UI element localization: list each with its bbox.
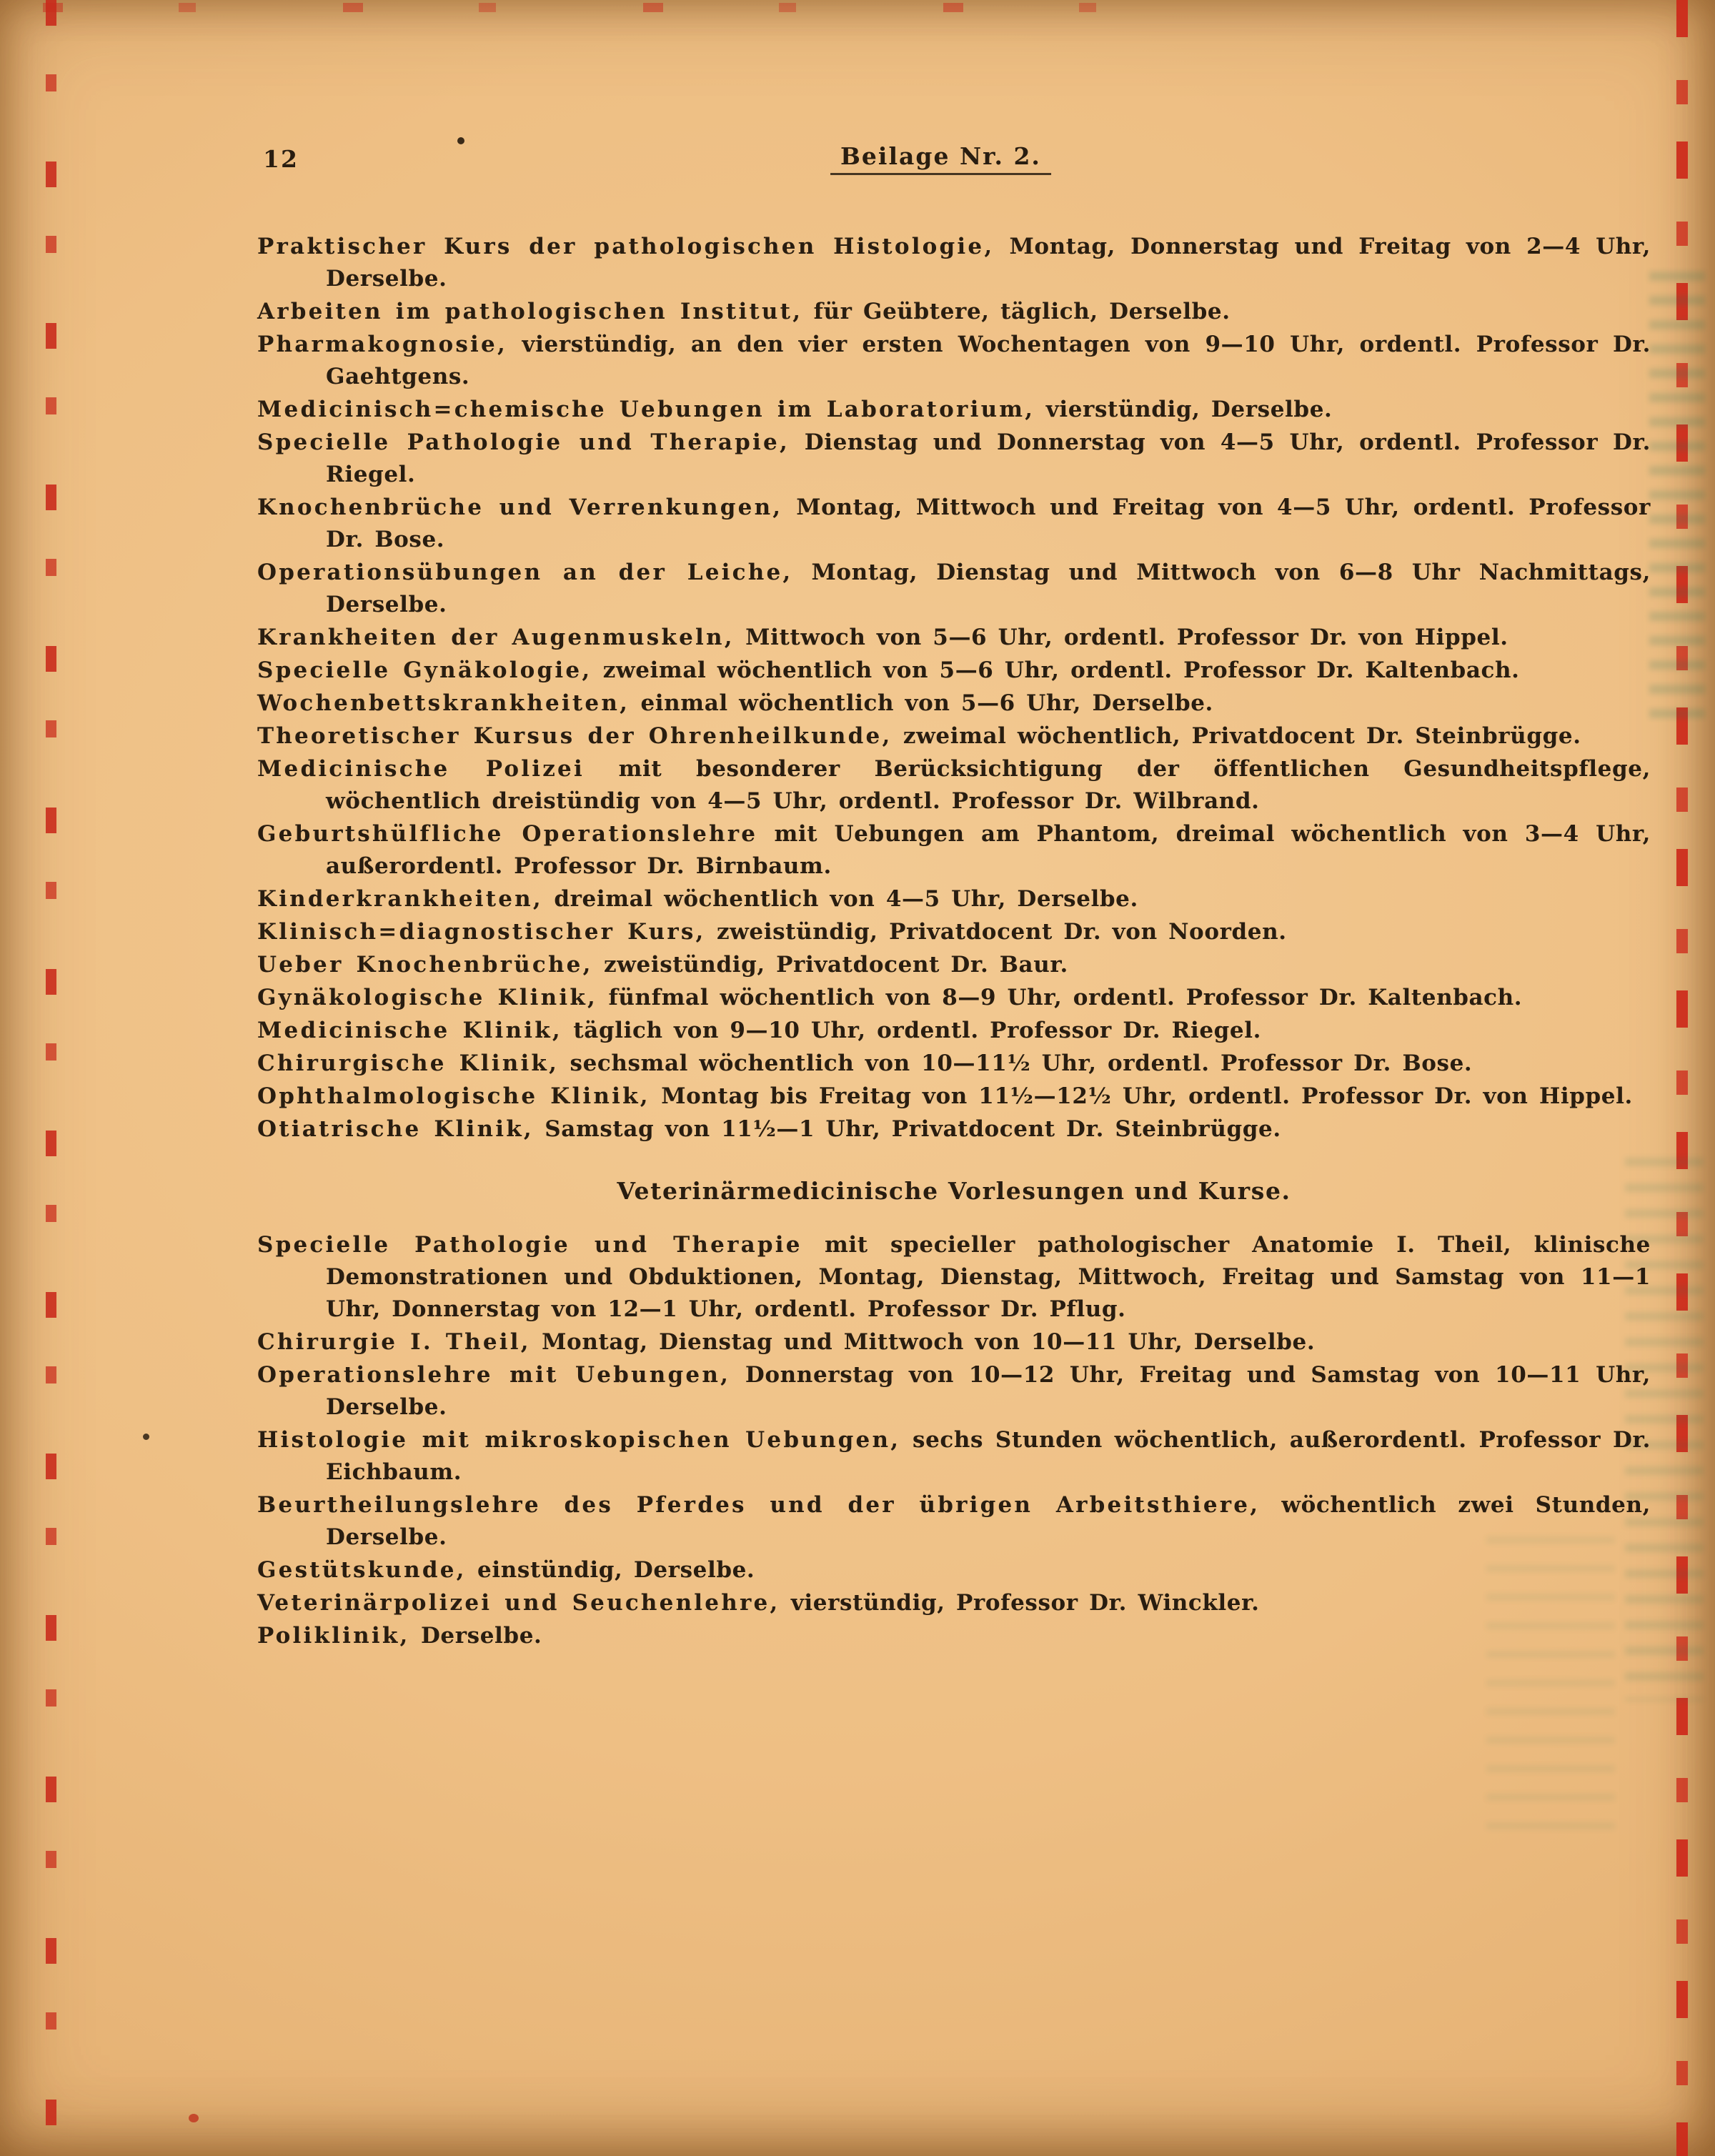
lecture-details: Dienstag und Donnerstag von 4—5 Uhr, ordentl. Professor Dr. Riegel.	[326, 429, 1651, 487]
lecture-entry	[257, 1113, 1651, 1146]
lecture-title: Theoretischer Kursus der Ohrenheilkunde,	[257, 723, 893, 749]
page-number: 12	[263, 145, 299, 173]
lecture-title: Klinisch=diagnostischer Kurs,	[257, 919, 706, 945]
lecture-title: Gestütskunde,	[257, 1557, 467, 1583]
lecture-entry	[257, 883, 1651, 915]
lecture-details: zweimal wöchentlich, Privatdocent Dr. Steinbrügge.	[903, 723, 1581, 749]
lecture-title: Pharmakognosie,	[257, 332, 507, 357]
lecture-title: Chirurgische Klinik,	[257, 1050, 560, 1076]
lecture-details: wöchentlich zwei Stunden, Derselbe.	[326, 1492, 1651, 1550]
lecture-entry	[257, 982, 1651, 1014]
lecture-title: Ophthalmologische Klinik,	[257, 1083, 650, 1109]
lecture-title: Medicinisch=chemische Uebungen im Laboratorium,	[257, 397, 1035, 422]
lecture-entry	[257, 296, 1651, 328]
lecture-details: Montag, Donnerstag und Freitag von 2—4 Uhr, Derselbe.	[326, 234, 1651, 292]
lecture-title: Histologie mit mikroskopischen Uebungen,	[257, 1427, 901, 1453]
lecture-entry	[257, 1489, 1651, 1554]
lecture-details: Mittwoch von 5—6 Uhr, ordentl. Professor Dr. von Hippel.	[745, 625, 1508, 650]
lecture-details: zweimal wöchentlich von 5—6 Uhr, ordentl. Professor Dr. Kaltenbach.	[602, 657, 1520, 683]
lecture-details: vierstündig, Derselbe.	[1045, 397, 1333, 422]
veterinary-lecture-list	[257, 1229, 1651, 1652]
lecture-details: zweistündig, Privatdocent Dr. von Noorden.	[716, 919, 1287, 945]
lecture-details: Derselbe.	[420, 1623, 542, 1649]
lecture-entry	[257, 492, 1651, 556]
lecture-details: für Geübtere, täglich, Derselbe.	[813, 299, 1231, 324]
lecture-details: Samstag von 11½—1 Uhr, Privatdocent Dr. Steinbrügge.	[545, 1116, 1281, 1142]
lecture-details: sechsmal wöchentlich von 10—11½ Uhr, ordentl. Professor Dr. Bose.	[570, 1050, 1473, 1076]
lecture-entry	[257, 720, 1651, 752]
lecture-entry	[257, 1424, 1651, 1489]
lecture-entry	[257, 818, 1651, 883]
lecture-title: Geburtshülfliche Operationslehre	[257, 821, 758, 847]
lecture-entry	[257, 1359, 1651, 1424]
lecture-title: Wochenbettskrankheiten,	[257, 690, 630, 716]
lecture-details: Montag, Dienstag und Mittwoch von 6—8 Uhr Nachmittags, Derselbe.	[326, 560, 1651, 617]
lecture-details: einstündig, Derselbe.	[477, 1557, 755, 1583]
lecture-details: mit specieller pathologischer Anatomie I. Theil, klinische Demonstrationen und Obduktionen, Montag, Dienstag, Mittwoch, Freitag und Samstag von 11—1 Uhr, Donnerstag von 12—1 Uhr, ordentl. Professor Dr. Pflug.	[326, 1232, 1651, 1322]
lecture-entry	[257, 427, 1651, 491]
lecture-entry	[257, 753, 1651, 818]
lecture-entry	[257, 687, 1651, 720]
lecture-entry	[257, 329, 1651, 393]
lecture-entry	[257, 949, 1651, 981]
header-title: Beilage Nr. 2.	[830, 142, 1051, 175]
lecture-entry	[257, 655, 1651, 687]
lecture-details: Donnerstag von 10—12 Uhr, Freitag und Samstag von 10—11 Uhr, Derselbe.	[326, 1362, 1651, 1420]
lecture-details: Montag, Mittwoch und Freitag von 4—5 Uhr, ordentl. Professor Dr. Bose.	[326, 495, 1651, 552]
lecture-entry	[257, 1554, 1651, 1586]
lecture-title: Specielle Pathologie und Therapie	[257, 1232, 802, 1258]
lecture-title: Kinderkrankheiten,	[257, 886, 543, 912]
lecture-title: Veterinärpolizei und Seuchenlehre,	[257, 1590, 780, 1616]
lecture-title: Praktischer Kurs der pathologischen Histologie,	[257, 234, 995, 259]
lecture-entry	[257, 231, 1651, 295]
lecture-entry	[257, 557, 1651, 621]
lecture-details: täglich von 9—10 Uhr, ordentl. Professor Dr. Riegel.	[573, 1018, 1262, 1043]
lecture-title: Chirurgie I. Theil,	[257, 1329, 531, 1355]
lecture-entry	[257, 394, 1651, 426]
lecture-title: Medicinische Klinik,	[257, 1018, 562, 1043]
lecture-title: Specielle Gynäkologie,	[257, 657, 592, 683]
lecture-title: Beurtheilungslehre des Pferdes und der übrigen Arbeitsthiere,	[257, 1492, 1261, 1518]
lecture-title: Specielle Pathologie und Therapie,	[257, 429, 790, 455]
page-header	[257, 139, 1651, 189]
lecture-details: mit besonderer Berücksichtigung der öffentlichen Gesundheitspflege, wöchentlich dreistündig von 4—5 Uhr, ordentl. Professor Dr. Wilbrand.	[326, 756, 1651, 814]
lecture-title: Poliklinik,	[257, 1623, 410, 1649]
lecture-details: Montag bis Freitag von 11½—12½ Uhr, ordentl. Professor Dr. von Hippel.	[661, 1083, 1633, 1109]
lecture-entry	[257, 1229, 1651, 1326]
page-content	[257, 139, 1651, 1653]
lecture-title: Medicinische Polizei	[257, 756, 585, 782]
lecture-details: vierstündig, Professor Dr. Winckler.	[790, 1590, 1260, 1616]
lecture-entry	[257, 916, 1651, 948]
lecture-entry	[257, 1326, 1651, 1358]
section-heading: Veterinärmedicinische Vorlesungen und Kurse.	[617, 1177, 1291, 1205]
lecture-title: Arbeiten im pathologischen Institut,	[257, 299, 803, 324]
lecture-title: Otiatrische Klinik,	[257, 1116, 534, 1142]
lecture-entry	[257, 1081, 1651, 1113]
lecture-title: Operationsübungen an der Leiche,	[257, 560, 793, 585]
lecture-details: einmal wöchentlich von 5—6 Uhr, Derselbe.	[640, 690, 1213, 716]
lecture-details: Montag, Dienstag und Mittwoch von 10—11 Uhr, Derselbe.	[542, 1329, 1316, 1355]
lecture-details: dreimal wöchentlich von 4—5 Uhr, Derselbe.	[554, 886, 1138, 912]
lecture-details: vierstündig, an den vier ersten Wochentagen von 9—10 Uhr, ordentl. Professor Dr. Gaehtgens.	[326, 332, 1651, 389]
lecture-entry	[257, 1587, 1651, 1619]
lecture-entry	[257, 1048, 1651, 1080]
lecture-title: Operationslehre mit Uebungen,	[257, 1362, 731, 1388]
lecture-details: sechs Stunden wöchentlich, außerordentl. Professor Dr. Eichbaum.	[326, 1427, 1651, 1485]
lecture-details: mit Uebungen am Phantom, dreimal wöchentlich von 3—4 Uhr, außerordentl. Professor Dr. Birnbaum.	[326, 821, 1651, 879]
lecture-details: fünfmal wöchentlich von 8—9 Uhr, ordentl. Professor Dr. Kaltenbach.	[608, 985, 1523, 1010]
lecture-entry	[257, 622, 1651, 654]
lecture-title: Ueber Knochenbrüche,	[257, 952, 593, 978]
lecture-list	[257, 231, 1651, 1146]
lecture-entry	[257, 1015, 1651, 1047]
lecture-title: Krankheiten der Augenmuskeln,	[257, 625, 735, 650]
lecture-title: Knochenbrüche und Verrenkungen,	[257, 495, 783, 520]
lecture-details: zweistündig, Privatdocent Dr. Baur.	[604, 952, 1068, 978]
lecture-title: Gynäkologische Klinik,	[257, 985, 598, 1010]
lecture-entry	[257, 1620, 1651, 1652]
